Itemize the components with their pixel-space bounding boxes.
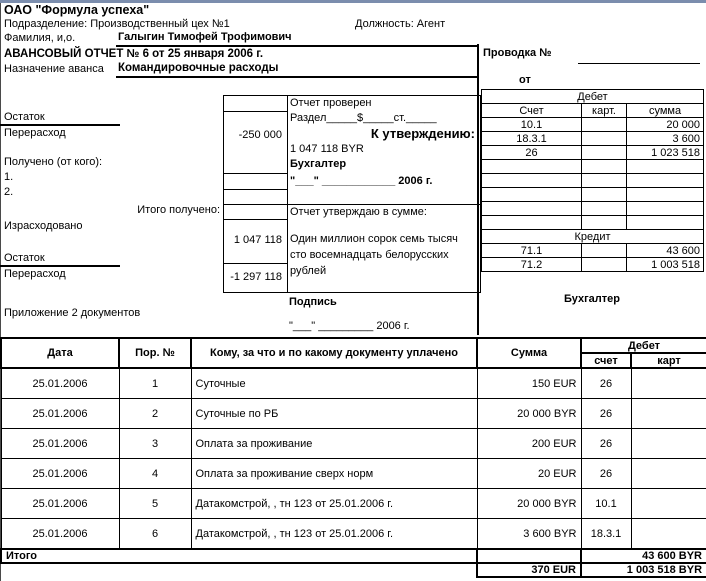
- debit-title: Дебет: [482, 90, 704, 104]
- debit-row: [482, 146, 704, 160]
- cell-paid: Суточные: [191, 368, 477, 399]
- cell-num: 4: [119, 459, 191, 489]
- cell-num: 6: [119, 519, 191, 550]
- company-name: ОАО "Формула успеха": [4, 3, 150, 17]
- cell-num: 3: [119, 429, 191, 459]
- purpose-label: Назначение аванса: [4, 63, 104, 75]
- debit-account: 10.1: [482, 118, 582, 132]
- debit-card: [582, 118, 627, 132]
- credit-card: [582, 258, 627, 272]
- expenses-table: [0, 337, 706, 578]
- cell-account: 26: [581, 399, 631, 429]
- debit-sum: 3 600: [627, 132, 704, 146]
- col-card: карт: [631, 353, 706, 368]
- debit-row-empty: [482, 160, 704, 174]
- grand-total-row: [1, 563, 706, 577]
- total-received-label: Итого получено:: [137, 204, 220, 216]
- debit-col-card: карт.: [582, 104, 627, 118]
- cell-paid: Оплата за проживание сверх норм: [191, 459, 477, 489]
- cell-num: 2: [119, 399, 191, 429]
- cell-date: 25.01.2006: [1, 429, 119, 459]
- attachment-note: Приложение 2 документов: [4, 307, 141, 319]
- table-row: [1, 429, 706, 459]
- col-debit: Дебет: [581, 338, 706, 353]
- total-row: [1, 549, 706, 563]
- credit-sum: 1 003 518: [627, 258, 704, 272]
- table-row: [1, 489, 706, 519]
- department-line: Подразделение: Производственный цех №1: [4, 18, 230, 30]
- received-from-label: Получено (от кого):: [4, 156, 103, 168]
- approval-amount: 1 047 118 BYR: [290, 143, 364, 155]
- cell-account: 26: [581, 429, 631, 459]
- cell-card: [631, 489, 706, 519]
- debit-row-empty: [482, 202, 704, 216]
- debit-row-empty: [482, 216, 704, 230]
- received-item-1: 1.: [4, 171, 14, 183]
- purpose-value: Командировочные расходы: [116, 62, 478, 78]
- col-paid: Кому, за что и по какому документу уплачено: [191, 338, 477, 368]
- overspend-amount: -250 000: [238, 129, 282, 141]
- cell-sum: 20 000 BYR: [477, 489, 581, 519]
- total-debit-byr: 43 600 BYR: [581, 549, 706, 563]
- total-received-amount: 1 047 118: [233, 234, 282, 246]
- debit-row: [482, 118, 704, 132]
- approve-sum-label: Отчет утверждаю в сумме:: [290, 206, 427, 218]
- cell-paid: Суточные по РБ: [191, 399, 477, 429]
- cell-paid: Датакомстрой, , тн 123 от 25.01.2006 г.: [191, 519, 477, 550]
- balance2-label: Остаток: [4, 252, 45, 264]
- col-account: счет: [581, 353, 631, 368]
- cell-card: [631, 459, 706, 489]
- signature-label: Подпись: [289, 296, 337, 308]
- debit-sum: 1 023 518: [627, 146, 704, 160]
- cell-account: 18.3.1: [581, 519, 631, 550]
- final-overspend-amount: -1 297 118: [230, 271, 282, 283]
- debit-credit-table: [481, 89, 704, 272]
- debit-row: [482, 132, 704, 146]
- debit-account: 26: [482, 146, 582, 160]
- table-row: [1, 459, 706, 489]
- accountant-date-line: "___" ____________ 2006 г.: [290, 175, 433, 187]
- approval-box: [223, 95, 481, 293]
- debit-row-empty: [482, 174, 704, 188]
- cell-card: [631, 519, 706, 550]
- debit-sum: 20 000: [627, 118, 704, 132]
- balance-label: Остаток: [4, 111, 45, 123]
- table-row: [1, 368, 706, 399]
- cell-account: 10.1: [581, 489, 631, 519]
- credit-account: 71.1: [482, 244, 582, 258]
- to-approval-label: К утверждению:: [370, 126, 475, 141]
- col-num: Пор. №: [119, 338, 191, 368]
- ot-label: от: [519, 74, 531, 86]
- employee-name: Галыгин Тимофей Трофимович: [116, 31, 478, 47]
- cell-sum: 150 EUR: [477, 368, 581, 399]
- debit-account: 18.3.1: [482, 132, 582, 146]
- cell-sum: 20 000 BYR: [477, 399, 581, 429]
- credit-sum: 43 600: [627, 244, 704, 258]
- cell-account: 26: [581, 368, 631, 399]
- table-row: [1, 399, 706, 429]
- cell-sum: 200 EUR: [477, 429, 581, 459]
- received-item-2: 2.: [4, 186, 14, 198]
- total-eur: 370 EUR: [477, 563, 581, 577]
- debit-col-sum: сумма: [627, 104, 704, 118]
- amount-in-words: Один миллион сорок семь тысяч сто восемнадцать белорусских рублей: [290, 233, 458, 277]
- cell-paid: Датакомстрой, , тн 123 от 25.01.2006 г.: [191, 489, 477, 519]
- debit-row-empty: [482, 188, 704, 202]
- cell-card: [631, 368, 706, 399]
- balance-underline: [0, 124, 120, 126]
- overspend2-label: Перерасход: [4, 268, 66, 280]
- cell-date: 25.01.2006: [1, 399, 119, 429]
- section-blank-line: Раздел_____$_____ст._____: [290, 112, 437, 124]
- right-accountant-label: Бухгалтер: [563, 293, 621, 305]
- col-date: Дата: [1, 338, 119, 368]
- accountant-label: Бухгалтер: [290, 158, 347, 170]
- cell-num: 5: [119, 489, 191, 519]
- cell-sum: 20 EUR: [477, 459, 581, 489]
- credit-row: [482, 244, 704, 258]
- cell-date: 25.01.2006: [1, 519, 119, 550]
- provodka-blank-line: [578, 49, 700, 64]
- report-title: АВАНСОВЫЙ ОТЧЕТ № 6 от 25 января 2006 г.: [4, 48, 264, 60]
- credit-row: [482, 258, 704, 272]
- credit-account: 71.2: [482, 258, 582, 272]
- cell-paid: Оплата за проживание: [191, 429, 477, 459]
- table-row: [1, 519, 706, 550]
- debit-col-account: Счет: [482, 104, 582, 118]
- total-sum-empty: [477, 549, 581, 563]
- cell-date: 25.01.2006: [1, 459, 119, 489]
- credit-title: Кредит: [482, 230, 704, 244]
- cell-card: [631, 429, 706, 459]
- debit-card: [582, 146, 627, 160]
- overspend-label: Перерасход: [4, 127, 66, 139]
- cell-date: 25.01.2006: [1, 489, 119, 519]
- spent-label: Израсходовано: [4, 220, 83, 232]
- balance2-underline: [0, 265, 120, 267]
- total-label: Итого: [1, 549, 477, 563]
- col-sum: Сумма: [477, 338, 581, 368]
- debit-card: [582, 132, 627, 146]
- cell-sum: 3 600 BYR: [477, 519, 581, 550]
- name-label: Фамилия, и,о.: [4, 32, 76, 44]
- cell-date: 25.01.2006: [1, 368, 119, 399]
- provodka-label: Проводка №: [483, 47, 552, 59]
- signature-date-line: "___" _________ 2006 г.: [289, 320, 410, 332]
- position-line: Должность: Агент: [355, 18, 446, 30]
- report-checked-label: Отчет проверен: [290, 97, 372, 109]
- total-byr: 1 003 518 BYR: [581, 563, 706, 577]
- cell-account: 26: [581, 459, 631, 489]
- cell-num: 1: [119, 368, 191, 399]
- cell-card: [631, 399, 706, 429]
- credit-card: [582, 244, 627, 258]
